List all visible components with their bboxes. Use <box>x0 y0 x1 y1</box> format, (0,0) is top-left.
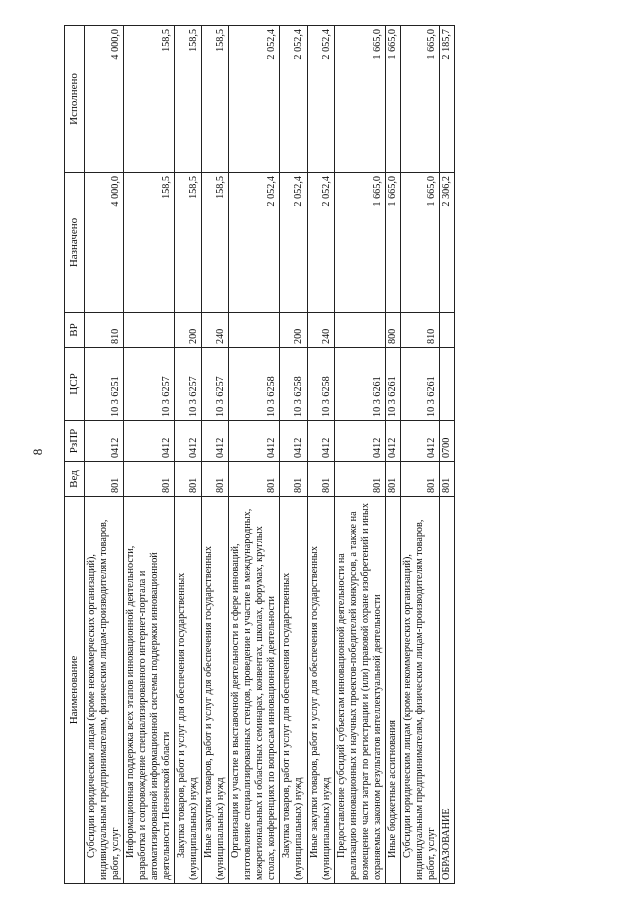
row-name-text: Иные бюджетные ассигнования <box>386 720 398 858</box>
row-csr: 10 3 6257 <box>202 348 229 421</box>
row-ved: 801 <box>385 462 400 497</box>
row-done: 1 665,0 <box>334 26 385 173</box>
header-csr: ЦСР <box>65 348 85 421</box>
row-ved: 801 <box>334 462 385 497</box>
table-row <box>175 26 202 884</box>
row-csr: 10 3 6261 <box>400 348 439 421</box>
header-plan: Назначено <box>65 173 85 313</box>
row-rzpr: 0412 <box>280 421 307 462</box>
row-vr: 200 <box>280 313 307 348</box>
row-plan: 2 306,2 <box>439 173 454 313</box>
table-row <box>229 26 280 884</box>
header-done: Исполнено <box>65 26 85 173</box>
row-ved: 801 <box>175 462 202 497</box>
row-name-text: ОБРАЗОВАНИЕ <box>440 808 452 880</box>
row-done: 2 052,4 <box>280 26 307 173</box>
header-rzpr: РзПР <box>65 421 85 462</box>
row-ved: 801 <box>202 462 229 497</box>
row-vr: 200 <box>175 313 202 348</box>
row-rzpr: 0412 <box>385 421 400 462</box>
row-done: 1 665,0 <box>385 26 400 173</box>
row-plan: 158,5 <box>124 173 175 313</box>
table-row <box>400 26 439 884</box>
row-done: 158,5 <box>124 26 175 173</box>
row-csr: 10 3 6258 <box>307 348 334 421</box>
row-vr <box>334 313 385 348</box>
row-ved: 801 <box>280 462 307 497</box>
row-csr: 10 3 6261 <box>385 348 400 421</box>
row-rzpr: 0412 <box>202 421 229 462</box>
table-row <box>385 26 400 884</box>
row-ved: 801 <box>400 462 439 497</box>
row-plan: 1 665,0 <box>400 173 439 313</box>
row-name <box>84 497 123 884</box>
row-ved: 801 <box>307 462 334 497</box>
row-rzpr: 0412 <box>229 421 280 462</box>
row-plan: 2 052,4 <box>229 173 280 313</box>
row-plan: 1 665,0 <box>334 173 385 313</box>
row-csr <box>439 348 454 421</box>
row-csr: 10 3 6257 <box>175 348 202 421</box>
table-row <box>124 26 175 884</box>
table-body <box>84 26 454 884</box>
row-done: 158,5 <box>175 26 202 173</box>
row-name-text: Предоставление субсидий субъектам инновационной деятельности на реализацию инновационных и научных проектов-победителей конкурсов, а также на возмещение части затрат по регистрации и (или) правовой охране изобретений и иных охраняемых законом результатов интеллектуальной деятельности <box>335 503 383 880</box>
table-row <box>84 26 123 884</box>
row-done: 2 052,4 <box>229 26 280 173</box>
page-number: 8 <box>30 448 45 456</box>
row-plan: 2 052,4 <box>307 173 334 313</box>
row-name-text: Информационная поддержка всех этапов инновационной деятельности, разработка и сопровождение специализированного интернет-портала и автоматизированной информационной системы поддержки инновационной деятельности Пензенской области <box>125 545 173 880</box>
row-vr <box>124 313 175 348</box>
row-name <box>229 497 280 884</box>
table-row <box>202 26 229 884</box>
row-name-text: Субсидии юридическим лицам (кроме некоммерческих организаций), индивидуальным предпринимателям, физическим лицам-производителям товаров, работ, услуг <box>85 519 122 880</box>
table-row <box>334 26 385 884</box>
row-done: 1 665,0 <box>400 26 439 173</box>
row-rzpr: 0412 <box>307 421 334 462</box>
row-ved: 801 <box>124 462 175 497</box>
row-csr: 10 3 6258 <box>280 348 307 421</box>
row-name <box>280 497 307 884</box>
row-name <box>202 497 229 884</box>
table-row <box>307 26 334 884</box>
row-csr: 10 3 6257 <box>124 348 175 421</box>
row-vr <box>439 313 454 348</box>
row-done: 2 052,4 <box>307 26 334 173</box>
row-name-text: Иные закупки товаров, работ и услуг для обеспечения государственных (муниципальных) нужд <box>308 546 332 880</box>
row-done: 4 000,0 <box>84 26 123 173</box>
row-vr: 800 <box>385 313 400 348</box>
row-plan: 158,5 <box>175 173 202 313</box>
table-row <box>280 26 307 884</box>
rotated-table-wrapper <box>64 29 582 884</box>
row-csr: 10 3 6261 <box>334 348 385 421</box>
row-name <box>385 497 400 884</box>
row-ved: 801 <box>229 462 280 497</box>
table-header-row <box>65 26 85 884</box>
row-csr: 10 3 6251 <box>84 348 123 421</box>
row-name <box>400 497 439 884</box>
row-ved: 801 <box>84 462 123 497</box>
row-name-text: Организация и участие в выставочной деятельности в сфере инноваций, изготовление специализированных стендов, проведение и участие в международных, межрегиональных и областных семинарах, конвентах, школах, форумах, круглых столах, конференциях по вопросам инновационной деятельности <box>230 508 278 880</box>
row-rzpr: 0412 <box>124 421 175 462</box>
header-vr: ВР <box>65 313 85 348</box>
row-rzpr: 0412 <box>334 421 385 462</box>
row-done: 2 185,7 <box>439 26 454 173</box>
row-plan: 158,5 <box>202 173 229 313</box>
row-plan: 4 000,0 <box>84 173 123 313</box>
row-name <box>439 497 454 884</box>
row-name-text: Иные закупки товаров, работ и услуг для обеспечения государственных (муниципальных) нужд <box>203 546 227 880</box>
row-vr: 240 <box>202 313 229 348</box>
budget-table <box>64 25 455 884</box>
row-name <box>307 497 334 884</box>
row-rzpr: 0412 <box>84 421 123 462</box>
header-ved: Вед <box>65 462 85 497</box>
row-csr: 10 3 6258 <box>229 348 280 421</box>
row-vr <box>229 313 280 348</box>
row-plan: 2 052,4 <box>280 173 307 313</box>
row-name <box>124 497 175 884</box>
row-ved: 801 <box>439 462 454 497</box>
row-vr: 810 <box>84 313 123 348</box>
row-vr: 240 <box>307 313 334 348</box>
row-rzpr: 0700 <box>439 421 454 462</box>
row-done: 158,5 <box>202 26 229 173</box>
row-name-text: Субсидии юридическим лицам (кроме некоммерческих организаций), индивидуальным предпринимателям, физическим лицам-производителям товаров, работ, услуг <box>401 519 437 880</box>
row-name-text: Закупка товаров, работ и услуг для обеспечения государственных (муниципальных) нужд <box>281 572 305 880</box>
header-name: Наименование <box>65 497 85 884</box>
row-vr: 810 <box>400 313 439 348</box>
table-row <box>439 26 454 884</box>
row-name <box>175 497 202 884</box>
row-plan: 1 665,0 <box>385 173 400 313</box>
row-name <box>334 497 385 884</box>
row-rzpr: 0412 <box>175 421 202 462</box>
row-rzpr: 0412 <box>400 421 439 462</box>
row-name-text: Закупка товаров, работ и услуг для обеспечения государственных (муниципальных) нужд <box>176 572 200 880</box>
